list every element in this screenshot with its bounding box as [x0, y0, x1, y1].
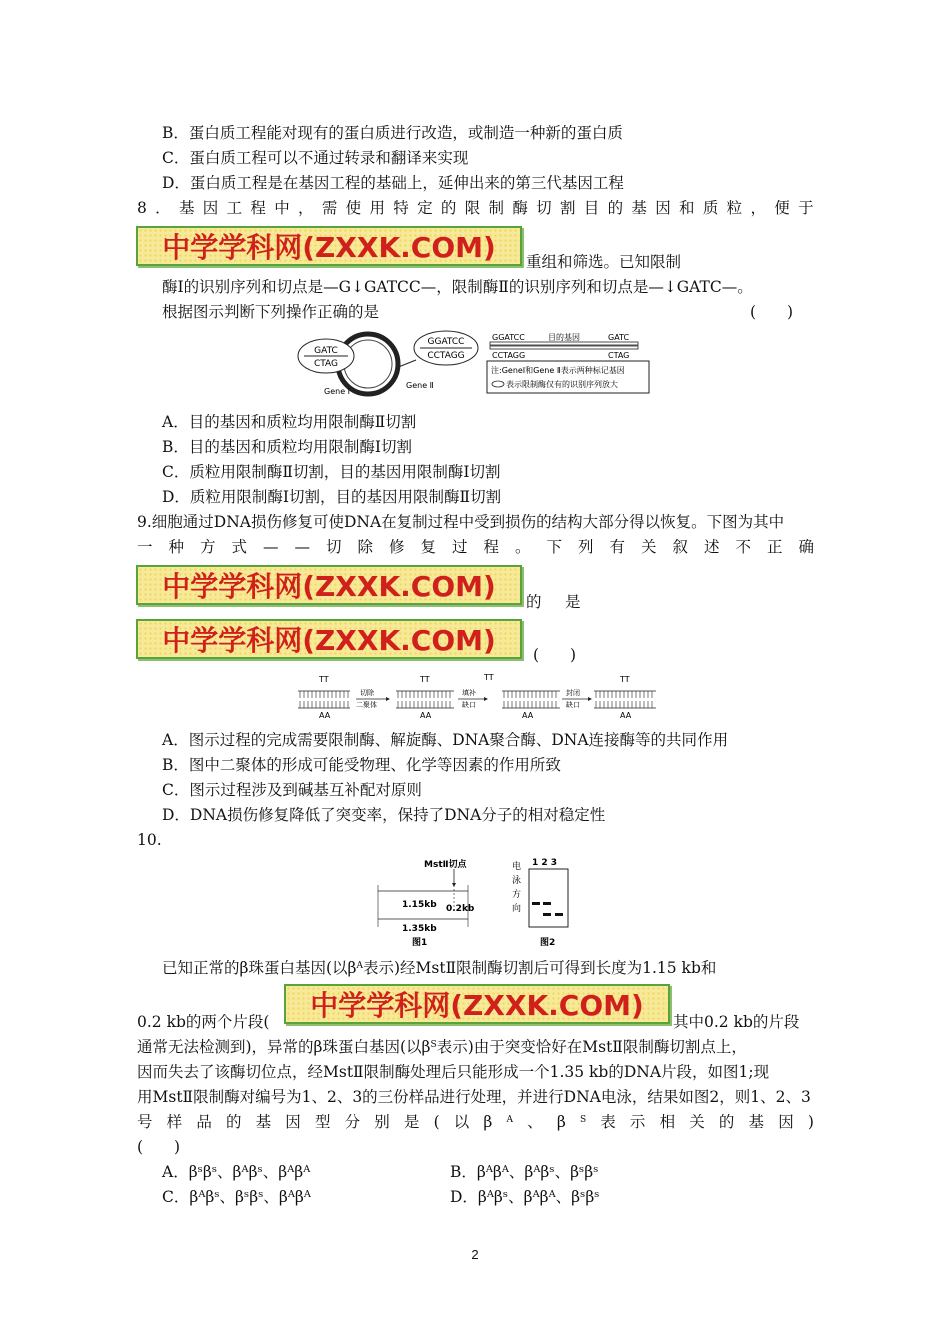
svg-text:GATC: GATC	[608, 333, 630, 342]
q8-stem-line3: 酶Ⅰ的识别序列和切点是—G↓GATCC—，限制酶Ⅱ的识别序列和切点是—↓GATC—。	[162, 278, 753, 296]
q9-stem-line3a: 的	[526, 593, 542, 611]
watermark-logo: 中学学科网(ZXXK.COM)	[136, 619, 522, 659]
svg-text:1 2 3: 1 2 3	[532, 858, 558, 868]
svg-text:TT: TT	[620, 675, 630, 684]
q9-option-c: C．图示过程涉及到碱基互补配对原则	[162, 781, 422, 799]
q10-answer-paren: ( )	[137, 1138, 181, 1156]
svg-text:方: 方	[512, 890, 522, 900]
svg-text:封闭: 封闭	[566, 689, 580, 697]
svg-text:图1: 图1	[412, 938, 428, 948]
q8-option-c: C．质粒用限制酶Ⅱ切割，目的基因用限制酶Ⅰ切割	[162, 463, 501, 481]
svg-text:CTAG: CTAG	[313, 359, 339, 369]
q10-option-b: B．βᴬβᴬ、βᴬβˢ、βˢβˢ	[450, 1163, 599, 1181]
svg-text:CCTAGG: CCTAGG	[427, 351, 465, 361]
band-lane3-lower	[555, 913, 563, 916]
svg-text:0.2kb: 0.2kb	[446, 904, 475, 914]
q10-line3: 通常无法检测到)，异常的β珠蛋白基因(以$\beta^S$表示)由于突变恰好在MstⅡ限制酶切割点上，	[137, 1038, 747, 1056]
svg-text:TT: TT	[420, 675, 430, 684]
q7-option-d: D．蛋白质工程是在基因工程的基础上，延伸出来的第三代基因工程	[162, 174, 624, 192]
q8-stem-line4: 根据图示判断下列操作正确的是	[162, 303, 380, 321]
q8-option-d: D．质粒用限制酶Ⅰ切割，目的基因用限制酶Ⅱ切割	[162, 488, 502, 506]
q10-line5: 用MstⅡ限制酶对编号为1、2、3的三份样品进行处理，并进行DNA电泳，结果如图2，则1、2、3	[137, 1088, 811, 1106]
band-lane2-lower	[543, 913, 551, 916]
svg-text:TT: TT	[319, 675, 329, 684]
q10-number: 10.	[137, 831, 162, 849]
svg-text:AA: AA	[522, 711, 534, 720]
band-lane1-upper	[532, 902, 540, 905]
watermark-logo: 中学学科网(ZXXK.COM)	[136, 226, 522, 266]
q8-plasmid-figure	[296, 328, 656, 400]
svg-text:AA: AA	[319, 711, 331, 720]
q8-stem-line2: 重组和筛选。已知限制	[526, 253, 682, 271]
svg-text:缺口: 缺口	[566, 701, 580, 709]
svg-text:泳: 泳	[512, 876, 522, 886]
svg-text:AA: AA	[420, 711, 432, 720]
svg-text:目的基因: 目的基因	[548, 333, 580, 342]
q9-option-b: B．图中二聚体的形成可能受物理、化学等因素的作用所致	[162, 756, 561, 774]
q10-line2a: 0.2 kb的两个片段(	[137, 1013, 270, 1031]
svg-text:填补: 填补	[462, 689, 476, 697]
svg-text:表示限制酶仅有的识别序列放大: 表示限制酶仅有的识别序列放大	[506, 380, 618, 389]
svg-text:AA: AA	[620, 711, 632, 720]
q10-line4: 因而失去了该酶切位点，经MstⅡ限制酶处理后只能形成一个1.35 kb的DNA片段，如图1;现	[137, 1063, 770, 1081]
q9-stem-line1: 9.细胞通过DNA损伤修复可使DNA在复制过程中受到损伤的结构大部分得以恢复。下图为其中	[137, 513, 785, 531]
q8-answer-paren: ( )	[750, 303, 794, 321]
svg-text:缺口: 缺口	[462, 701, 476, 709]
svg-text:向: 向	[512, 904, 522, 914]
svg-text:CTAG: CTAG	[608, 351, 630, 360]
q9-option-d: D．DNA损伤修复降低了突变率，保持了DNA分子的相对稳定性	[162, 806, 606, 824]
svg-text:切除: 切除	[360, 689, 374, 697]
watermark-logo: 中学学科网(ZXXK.COM)	[136, 565, 522, 605]
q7-option-c: C．蛋白质工程可以不通过转录和翻译来实现	[162, 149, 469, 167]
q9-stem-line3b: 是	[565, 593, 581, 611]
svg-text:电: 电	[512, 862, 522, 872]
q10-line1: 已知正常的β珠蛋白基因(以$\beta^A$表示)经MstⅡ限制酶切割后可得到长度为1.15 kb和	[162, 959, 717, 977]
svg-text:GGATCC: GGATCC	[492, 333, 525, 342]
q10-option-a: A．βˢβˢ、βᴬβˢ、βᴬβᴬ	[162, 1163, 311, 1181]
page-number: 2	[471, 1247, 479, 1262]
svg-text:二聚体: 二聚体	[356, 701, 377, 709]
svg-text:CCTAGG: CCTAGG	[492, 351, 526, 360]
svg-text:MstⅡ切点: MstⅡ切点	[424, 860, 467, 870]
svg-text:Gene Ⅰ: Gene Ⅰ	[324, 387, 351, 396]
svg-text:Gene Ⅱ: Gene Ⅱ	[406, 381, 434, 390]
q10-line6: 号 样 品 的 基 因 型 分 别 是 ( 以 β $^A$ 、 β $^S$ 表 示 相 关 的 基 因 )	[137, 1113, 814, 1131]
q9-repair-figure	[294, 671, 660, 723]
svg-text:GATC: GATC	[314, 346, 338, 356]
svg-text:注:GeneⅠ和Gene Ⅱ表示两种标记基因: 注:GeneⅠ和Gene Ⅱ表示两种标记基因	[491, 366, 625, 375]
svg-text:1.15kb: 1.15kb	[402, 900, 437, 910]
watermark-logo: 中学学科网(ZXXK.COM)	[284, 984, 670, 1024]
q8-option-b: B．目的基因和质粒均用限制酶Ⅰ切割	[162, 438, 413, 456]
svg-text:图2: 图2	[540, 938, 556, 948]
q9-option-a: A．图示过程的完成需要限制酶、解旋酶、DNA聚合酶、DNA连接酶等的共同作用	[162, 731, 729, 749]
q9-stem-line2: 一 种 方 式 — — 切 除 修 复 过 程 。 下 列 有 关 叙 述 不 正 确	[137, 538, 814, 556]
band-lane2-upper	[543, 902, 551, 905]
q10-option-c: C．βᴬβˢ、βˢβˢ、βᴬβᴬ	[162, 1188, 311, 1206]
q10-option-d: D．βᴬβˢ、βᴬβᴬ、βˢβˢ	[450, 1188, 600, 1206]
q10-figures	[372, 855, 578, 949]
q8-option-a: A．目的基因和质粒均用限制酶Ⅱ切割	[162, 413, 417, 431]
q10-line2b: 其中0.2 kb的片段	[673, 1013, 800, 1031]
q7-option-b: B．蛋白质工程能对现有的蛋白质进行改造，或制造一种新的蛋白质	[162, 124, 623, 142]
svg-text:GGATCC: GGATCC	[427, 337, 465, 347]
svg-text:1.35kb: 1.35kb	[402, 924, 437, 934]
q9-answer-paren: ( )	[533, 646, 577, 664]
svg-text:TT: TT	[484, 673, 494, 682]
q8-stem-line1: 8 ． 基 因 工 程 中 ， 需 使 用 特 定 的 限 制 酶 切 割 目 的 基 因 和 质 粒 ， 便 于	[137, 199, 814, 217]
